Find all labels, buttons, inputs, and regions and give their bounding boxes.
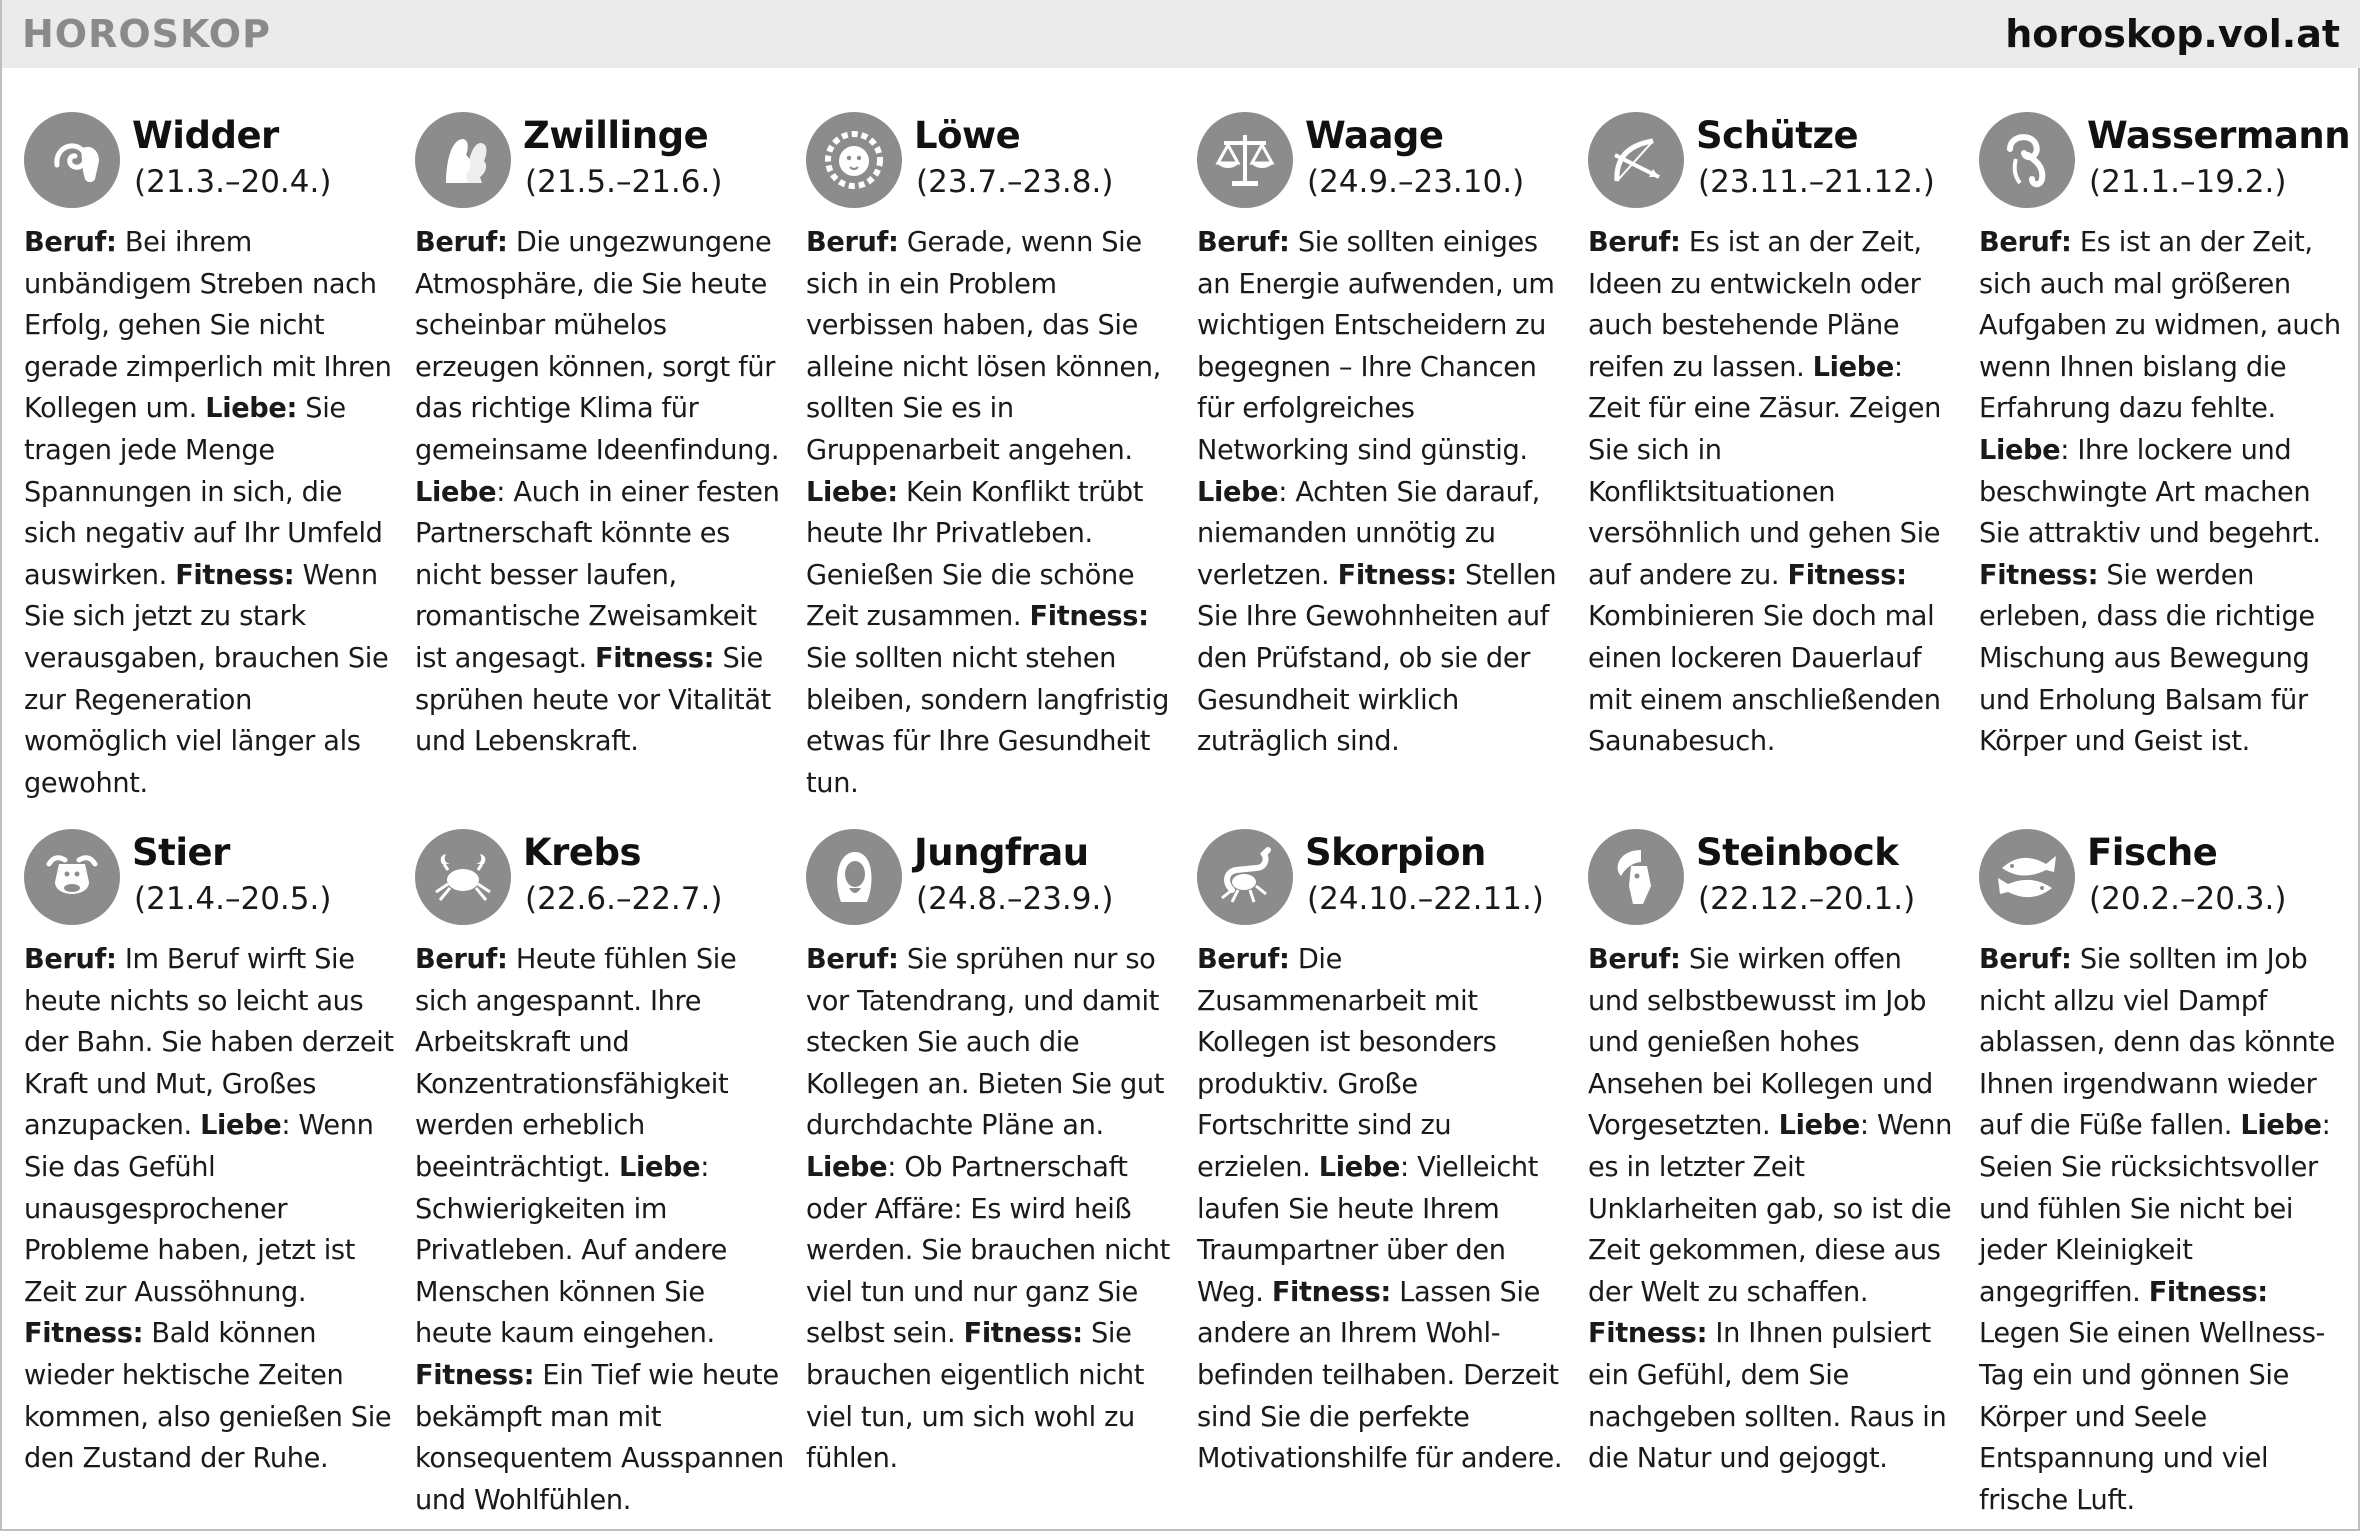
sign-name: Zwillinge [523, 114, 709, 157]
beruf-text: Es ist an der Zeit, sich auch mal größeren Aufgaben zu widmen, auch wenn Ihnen bislang die Erfahrung dazu fehlte. [1979, 227, 2341, 425]
sign-name: Steinbock [1696, 831, 1899, 874]
horoscope-text [806, 939, 1178, 1480]
archer-icon [1588, 112, 1684, 208]
horoscope-card [1979, 825, 2360, 1516]
sign-dates: (22.12.–20.1.) [1698, 881, 1916, 917]
horoscope-text [1197, 222, 1569, 763]
horoscope-text [1979, 939, 2351, 1521]
liebe-label: Liebe [619, 1151, 701, 1183]
sign-name: Wassermann [2087, 114, 2351, 157]
horoscope-grid [24, 108, 2351, 1516]
horoscope-card [1979, 108, 2360, 825]
card-header [415, 825, 806, 945]
beruf-text: Sie sollten einiges an Energie aufwenden, um wichtigen Entscheidern zu begegnen – Ihre Chancen für erfolgreiches Networking sind günstig. [1197, 227, 1555, 466]
liebe-text: Kein Konflikt trübt heute Ihr Privatleben. Genießen Sie die schöne Zeit zusammen. [806, 476, 1144, 633]
liebe-text: : Vielleicht laufen Sie heute Ihrem Traumpartner über den Weg. [1197, 1151, 1539, 1308]
beruf-text: Die Zusammenarbeit mit Kollegen ist besonders produktiv. Große Fortschritte sind zu erzielen. [1197, 944, 1497, 1183]
card-header [806, 825, 1197, 945]
liebe-label: Liebe [1778, 1110, 1860, 1142]
horoscope-text [1588, 222, 1960, 763]
liebe-text: : Seien Sie rücksichtsvoller und fühlen Sie nicht bei jeder Kleinigkeit angegriffen. [1979, 1110, 2331, 1308]
beruf-label: Beruf: [1197, 944, 1290, 975]
liebe-label: Liebe [415, 476, 497, 508]
liebe-text: : Auch in einer festen Partnerschaft könnte es nicht besser laufen, romantische Zweisamkeit ist angesagt. [415, 476, 780, 674]
fitness-text: Sie brauchen eigentlich nicht viel tun, um sich wohl zu fühlen. [806, 1318, 1145, 1475]
horoscope-text [806, 222, 1178, 804]
sign-name: Widder [132, 114, 279, 157]
sign-dates: (24.8.–23.9.) [916, 881, 1114, 917]
horoscope-text [415, 222, 787, 763]
horoscope-card [806, 108, 1197, 825]
liebe-label: Liebe: [205, 393, 298, 425]
fitness-label: Fitness: [1787, 559, 1907, 591]
beruf-text: Sie wirken offen und selbstbewusst im Job und genießen hohes Ansehen bei Kollegen und Vorgesetzten. [1588, 944, 1933, 1142]
crab-icon [415, 829, 511, 925]
beruf-label: Beruf: [1197, 227, 1290, 258]
beruf-text: Es ist an der Zeit, Ideen zu entwickeln oder auch bestehende Pläne reifen zu lassen. [1588, 227, 1922, 383]
sign-dates: (23.11.–21.12.) [1698, 164, 1935, 200]
liebe-label: Liebe [1979, 434, 2061, 466]
scorpion-icon [1197, 829, 1293, 925]
beruf-label: Beruf: [806, 944, 899, 975]
water-bearer-icon [1979, 112, 2075, 208]
liebe-text: Sie tragen jede Menge Spannungen in sich, die sich negativ auf Ihr Umfeld auswirken. [24, 393, 383, 591]
scales-icon [1197, 112, 1293, 208]
fitness-label: Fitness: [1271, 1276, 1391, 1308]
horoscope-card [415, 825, 806, 1516]
sign-dates: (20.2.–20.3.) [2089, 881, 2287, 917]
liebe-text: : Ihre lockere und beschwingte Art machen Sie attraktiv und begehrt. [1979, 434, 2321, 550]
fitness-label: Fitness: [963, 1318, 1083, 1350]
beruf-text: Gerade, wenn Sie sich in ein Problem verbissen haben, das Sie alleine nicht lösen können, sollten Sie es in Gruppenarbeit angehen. [806, 227, 1161, 466]
fitness-text: Sie sollten nicht stehen bleiben, sondern langfristig etwas für Ihre Gesundheit tun. [806, 642, 1170, 799]
fitness-text: Lassen Sie andere an Ihrem Wohl-befinden teilhaben. Derzeit sind Sie die perfekte Motivationshilfe für andere. [1197, 1276, 1563, 1475]
card-header [1197, 825, 1588, 945]
beruf-text: Bei ihrem unbändigem Streben nach Erfolg, gehen Sie nicht gerade zimperlich mit Ihren Kollegen um. [24, 227, 392, 425]
horoscope-card [24, 108, 415, 825]
fitness-text: Wenn Sie sich jetzt zu stark verausgaben, brauchen Sie zur Regeneration womöglich viel länger als gewohnt. [24, 559, 389, 799]
beruf-label: Beruf: [24, 944, 117, 975]
sign-name: Schütze [1696, 114, 1859, 157]
fish-icon [1979, 829, 2075, 925]
sign-dates: (21.3.–20.4.) [134, 164, 332, 200]
sign-dates: (21.4.–20.5.) [134, 881, 332, 917]
fitness-label: Fitness: [2148, 1276, 2268, 1308]
fitness-label: Fitness: [24, 1318, 144, 1350]
beruf-text: Heute fühlen Sie sich angespannt. Ihre Arbeitskraft und Konzentrationsfähigkeit werden erheblich beeinträchtigt. [415, 944, 737, 1183]
card-header [415, 108, 806, 228]
sign-name: Skorpion [1305, 831, 1486, 874]
sign-dates: (23.7.–23.8.) [916, 164, 1114, 200]
beruf-label: Beruf: [1588, 227, 1681, 258]
ram-icon [24, 112, 120, 208]
horoscope-text [1979, 222, 2351, 763]
page-title: HOROSKOP [22, 12, 271, 56]
sign-name: Stier [132, 831, 230, 874]
liebe-label: Liebe [1197, 476, 1279, 508]
beruf-text: Sie sollten im Job nicht allzu viel Dampf ablassen, denn das könnte Ihnen irgendwann wieder auf die Füße fallen. [1979, 944, 2336, 1142]
horoscope-card [1197, 108, 1588, 825]
sign-name: Löwe [914, 114, 1021, 157]
fitness-label: Fitness: [1588, 1318, 1708, 1350]
liebe-text: : Achten Sie darauf, niemanden unnötig zu verletzen. [1197, 476, 1540, 591]
bull-icon [24, 829, 120, 925]
horoscope-text [1588, 939, 1960, 1480]
beruf-label: Beruf: [1588, 944, 1681, 975]
header-bar [2, 0, 2360, 68]
fitness-text: Sie sprühen heute vor Vitalität und Lebenskraft. [415, 642, 771, 758]
ibex-icon [1588, 829, 1684, 925]
card-header [1979, 825, 2360, 945]
horoscope-text [1197, 939, 1569, 1480]
fitness-text: Bald können wieder hektische Zeiten kommen, also genießen Sie den Zustand der Ruhe. [24, 1318, 392, 1475]
sign-name: Krebs [523, 831, 642, 874]
fitness-label: Fitness: [1029, 601, 1149, 633]
horoscope-card [1197, 825, 1588, 1508]
fitness-text: Stellen Sie Ihre Gewohnheiten auf den Prüfstand, ob sie der Gesundheit wirklich zuträglich sind. [1197, 559, 1557, 758]
sign-dates: (22.6.–22.7.) [525, 881, 723, 917]
horoscope-card [1588, 108, 1979, 825]
liebe-label: Liebe [1318, 1151, 1400, 1183]
fitness-text: Sie werden erleben, dass die richtige Mischung aus Bewegung und Erholung Balsam für Körper und Geist ist. [1979, 559, 2315, 758]
sign-name: Fische [2087, 831, 2218, 874]
lion-icon [806, 112, 902, 208]
horoscope-text [24, 222, 396, 804]
fitness-text: Ein Tief wie heute bekämpft man mit konsequentem Ausspannen und Wohlfühlen. [415, 1359, 784, 1516]
beruf-text: Im Beruf wirft Sie heute nichts so leicht aus der Bahn. Sie haben derzeit Kraft und Mut, Großes anzupacken. [24, 944, 394, 1142]
virgin-icon [806, 829, 902, 925]
sign-name: Waage [1305, 114, 1444, 157]
liebe-text: : Wenn Sie das Gefühl unausgesprochener Probleme haben, jetzt ist Zeit zur Aussöhnung. [24, 1110, 374, 1308]
fitness-label: Fitness: [1337, 559, 1457, 591]
beruf-label: Beruf: [806, 227, 899, 258]
horoscope-card [806, 825, 1197, 1508]
liebe-text: : Wenn es in letzter Zeit Unklarheiten gab, so ist die Zeit gekommen, diese aus der Welt zu schaffen. [1588, 1110, 1953, 1308]
beruf-text: Die ungezwungene Atmosphäre, die Sie heute scheinbar mühelos erzeugen können, sorgt für das richtige Klima für gemeinsame Ideenfindung. [415, 227, 780, 466]
twins-icon [415, 112, 511, 208]
fitness-label: Fitness: [415, 1359, 535, 1391]
card-header [1197, 108, 1588, 228]
sign-dates: (24.10.–22.11.) [1307, 881, 1544, 917]
fitness-text: In Ihnen pulsiert ein Gefühl, dem Sie nachgeben sollten. Raus in die Natur und gejoggt. [1588, 1318, 1947, 1475]
fitness-label: Fitness: [595, 642, 715, 674]
horoscope-card [1588, 825, 1979, 1508]
liebe-label: Liebe: [806, 476, 898, 508]
fitness-text: Legen Sie einen Wellness-Tag ein und gönnen Sie Körper und Seele Entspannung und viel frische Luft. [1979, 1318, 2326, 1516]
beruf-label: Beruf: [1979, 227, 2072, 258]
card-header [24, 825, 415, 945]
liebe-text: : Ob Partnerschaft oder Affäre: Es wird heiß werden. Sie brauchen nicht viel tun und nur ganz Sie selbst sein. [806, 1151, 1170, 1350]
liebe-text: : Zeit für eine Zäsur. Zeigen Sie sich in Konfliktsituationen versöhnlich und gehen Sie auf andere zu. [1588, 351, 1942, 591]
beruf-label: Beruf: [415, 944, 508, 975]
card-header [1588, 108, 1979, 228]
liebe-label: Liebe [806, 1151, 888, 1183]
site-url: horoskop.vol.at [2005, 12, 2340, 56]
fitness-text: Kombinieren Sie doch mal einen lockeren Dauerlauf mit einem anschließenden Saunabesuch. [1588, 601, 1941, 758]
card-header [1588, 825, 1979, 945]
card-header [806, 108, 1197, 228]
beruf-text: Sie sprühen nur so vor Tatendrang, und damit stecken Sie auch die Kollegen an. Bieten Sie gut durchdachte Pläne an. [806, 944, 1165, 1142]
horoscope-text [415, 939, 787, 1521]
horoscope-card [24, 825, 415, 1508]
fitness-label: Fitness: [175, 559, 295, 591]
horoscope-card [415, 108, 806, 825]
sign-name: Jungfrau [914, 831, 1089, 874]
sign-dates: (21.1.–19.2.) [2089, 164, 2287, 200]
sign-dates: (24.9.–23.10.) [1307, 164, 1525, 200]
liebe-label: Liebe [1812, 351, 1894, 383]
beruf-label: Beruf: [24, 227, 117, 258]
card-header [1979, 108, 2360, 228]
sign-dates: (21.5.–21.6.) [525, 164, 723, 200]
fitness-label: Fitness: [1979, 559, 2099, 591]
liebe-text: : Schwierigkeiten im Privatleben. Auf andere Menschen können Sie heute kaum eingehen. [415, 1151, 728, 1350]
liebe-label: Liebe [200, 1110, 282, 1142]
card-header [24, 108, 415, 228]
beruf-label: Beruf: [415, 227, 508, 258]
beruf-label: Beruf: [1979, 944, 2072, 975]
horoscope-text [24, 939, 396, 1480]
liebe-label: Liebe [2240, 1110, 2322, 1142]
